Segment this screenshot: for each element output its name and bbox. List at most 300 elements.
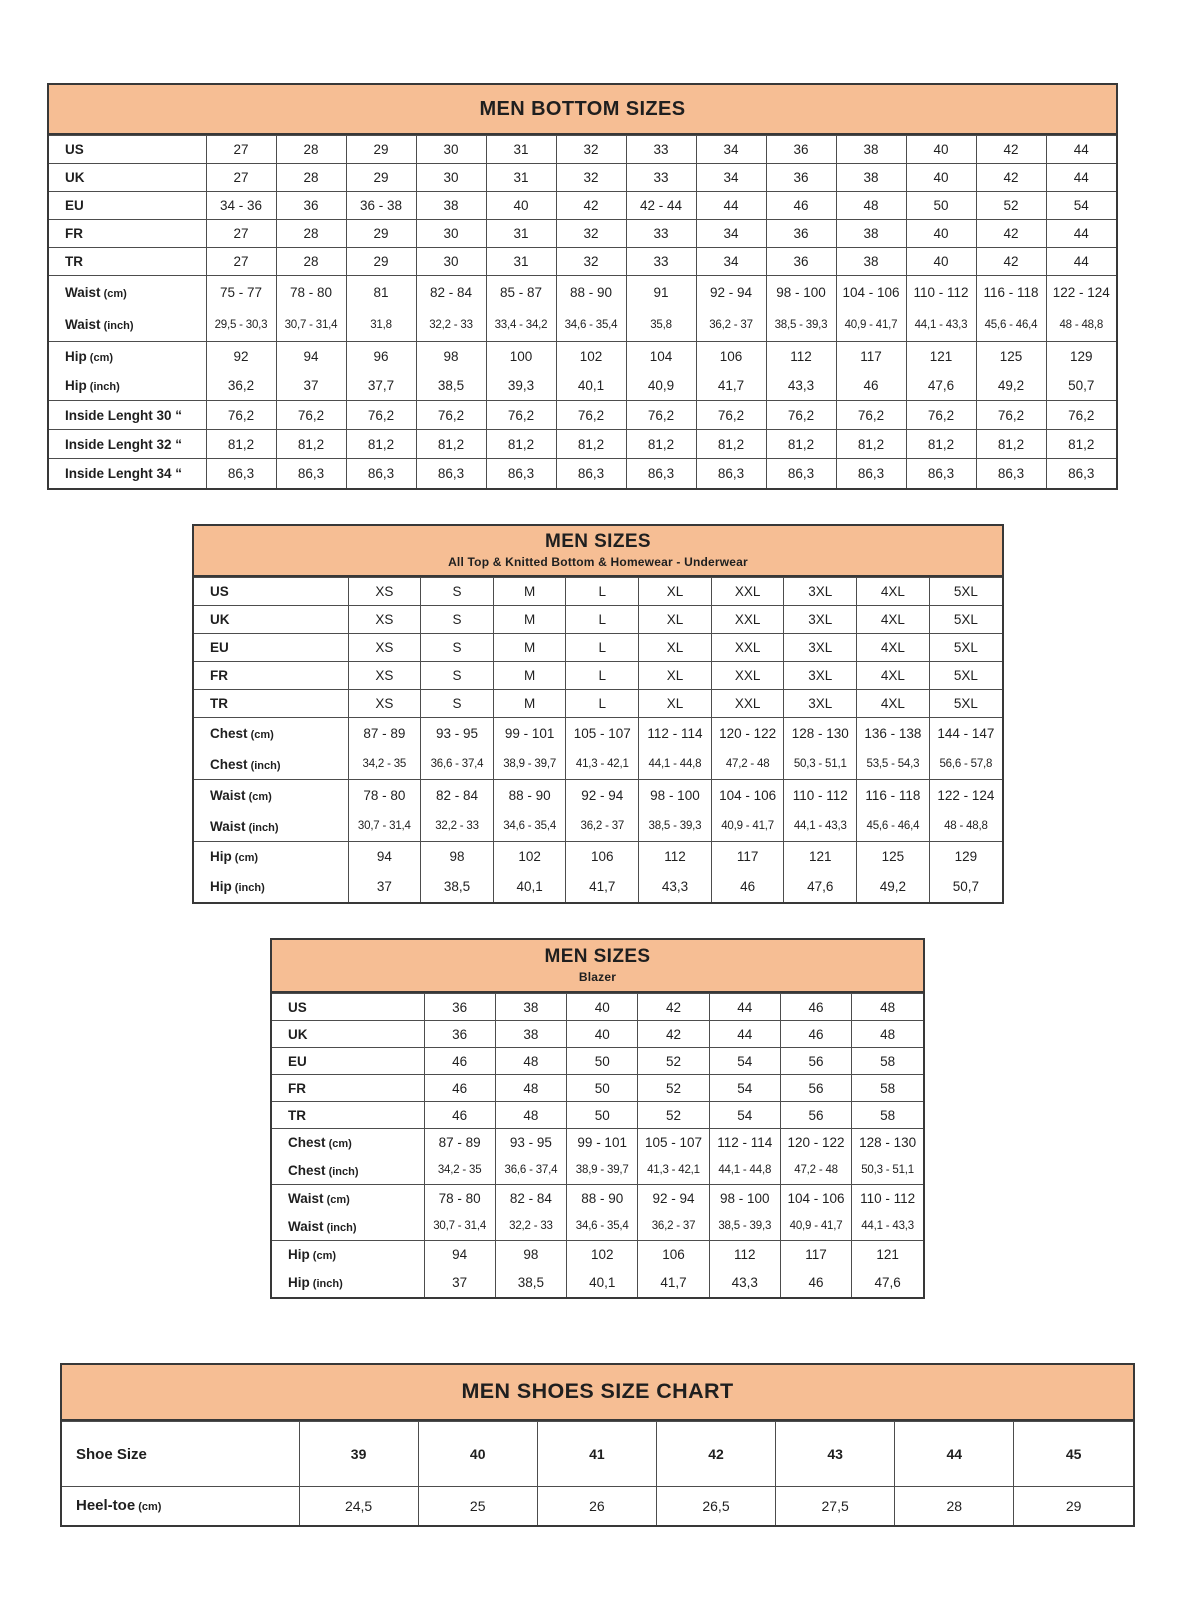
size-cell: 81,2 [696,430,766,459]
size-cell: L [566,578,639,606]
row-label: US [49,136,206,164]
size-cell: 36,2 - 37 [696,309,766,342]
table-title: MEN BOTTOM SIZES [479,98,686,120]
size-cell: 40,1 [493,872,566,902]
men-sizes-top-table [192,524,1004,904]
size-cell: 40 [906,136,976,164]
size-cell: 31 [486,248,556,276]
size-cell: S [421,690,494,718]
size-cell: 86,3 [976,459,1046,488]
size-cell: 36,2 [206,372,276,401]
size-cell: 34 [696,136,766,164]
row-label-unit: (inch) [247,759,281,772]
size-cell: 42 [976,220,1046,248]
size-cell: 102 [556,342,626,372]
table-row [49,430,1116,459]
table-row [49,372,1116,401]
table-title: MEN SIZES [544,531,651,553]
size-cell: 49,2 [857,872,930,902]
size-cell: 50 [906,192,976,220]
size-cell: 110 - 112 [784,780,857,812]
size-cell: 28 [276,136,346,164]
size-cell: 42 [976,136,1046,164]
table-row [49,164,1116,192]
size-cell: 91 [626,276,696,309]
size-cell: 117 [780,1241,851,1269]
size-cell: 110 - 112 [906,276,976,309]
size-cell: 41,3 - 42,1 [638,1157,709,1185]
size-cell: 129 [929,842,1002,872]
row-label: Hip (inch) [210,879,265,894]
size-cell: 122 - 124 [929,780,1002,812]
size-cell: 27 [206,164,276,192]
size-cell: 40,9 - 41,7 [780,1213,851,1241]
size-cell: 42 [638,1021,709,1048]
size-cell: 32 [556,248,626,276]
size-cell: 40 [567,994,638,1021]
size-cell: 48 [852,994,923,1021]
row-label: Hip (cm) [194,842,348,872]
size-cell: 46 [780,994,851,1021]
size-cell: 30 [416,136,486,164]
row-label-unit: (cm) [309,1250,337,1263]
size-cell: 112 [639,842,712,872]
size-cell: 86,3 [766,459,836,488]
size-cell: 46 [766,192,836,220]
size-cell: 31,8 [346,309,416,342]
size-cell: 43,3 [766,372,836,401]
size-cell: 38 [836,136,906,164]
table-row [194,780,1002,812]
size-cell: 54 [709,1075,780,1102]
size-cell: 104 [626,342,696,372]
table-row [194,690,1002,718]
size-cell: 31 [486,164,556,192]
size-cell: 38 [836,164,906,192]
size-cell: 94 [348,842,421,872]
size-cell: 52 [638,1075,709,1102]
row-label-unit: (inch) [100,320,134,333]
size-cell: 34,2 - 35 [348,750,421,780]
men-bottom-sizes-header [49,85,1116,135]
size-cell: 46 [424,1102,495,1129]
row-label: Chest (inch) [210,756,281,772]
size-cell: 32 [556,164,626,192]
men-sizes-blazer-header [272,940,923,993]
size-cell: 104 - 106 [780,1185,851,1213]
size-cell: S [421,634,494,662]
size-cell: XL [639,662,712,690]
size-cell: 38,9 - 39,7 [493,750,566,780]
size-cell: XXL [711,662,784,690]
size-cell: 86,3 [206,459,276,488]
size-cell: 36 - 38 [346,192,416,220]
size-cell: 42 - 44 [626,192,696,220]
size-cell: 32 [556,136,626,164]
size-cell: 36 [766,136,836,164]
size-cell: 46 [780,1269,851,1297]
size-cell: 4XL [857,578,930,606]
size-cell: 50,7 [1046,372,1116,401]
size-cell: 82 - 84 [416,276,486,309]
size-cell: 98 - 100 [639,780,712,812]
table-row [194,634,1002,662]
size-cell: 36,6 - 37,4 [421,750,494,780]
size-cell: S [421,662,494,690]
size-cell: 41,7 [696,372,766,401]
size-cell: 5XL [929,690,1002,718]
size-cell: 38,5 [416,372,486,401]
size-cell: 34 [696,164,766,192]
size-cell: L [566,662,639,690]
size-cell: 40 [486,192,556,220]
size-cell: 52 [638,1048,709,1075]
size-cell: 38 [495,994,566,1021]
table-row [272,1021,923,1048]
size-cell: 44,1 - 44,8 [709,1157,780,1185]
table-row [194,750,1002,780]
row-label-unit: (inch) [325,1165,359,1178]
size-cell: M [493,578,566,606]
size-cell: 43,3 [709,1269,780,1297]
size-cell: 42 [976,248,1046,276]
row-label: Chest (cm) [272,1129,424,1157]
row-label: Waist (cm) [272,1185,424,1213]
size-cell: 38 [836,220,906,248]
table-row [194,842,1002,872]
size-cell: 33 [626,136,696,164]
table-row [49,220,1116,248]
row-label: Waist (inch) [65,317,134,333]
size-cell: 38,5 [421,872,494,902]
row-label: UK [49,164,206,192]
size-cell: 76,2 [1046,401,1116,430]
size-cell: 48 [495,1075,566,1102]
row-label: Shoe Size [62,1422,299,1487]
size-cell: 104 - 106 [836,276,906,309]
size-cell: 40 [906,248,976,276]
row-label: Waist (cm) [49,276,206,309]
table-row [62,1422,1133,1487]
size-cell: 36,6 - 37,4 [495,1157,566,1185]
size-cell: 76,2 [906,401,976,430]
size-cell: 45 [1014,1422,1133,1487]
size-cell: 41,3 - 42,1 [566,750,639,780]
row-label: UK [272,1021,424,1048]
table-row [49,276,1116,309]
size-cell: 120 - 122 [711,718,784,750]
size-cell: L [566,606,639,634]
size-cell: 86,3 [906,459,976,488]
size-cell: 28 [276,220,346,248]
size-cell: 46 [780,1021,851,1048]
size-cell: 100 [486,342,556,372]
size-cell: 116 - 118 [976,276,1046,309]
size-cell: 40 [906,220,976,248]
size-cell: 53,5 - 54,3 [857,750,930,780]
size-cell: 94 [424,1241,495,1269]
size-cell: 86,3 [276,459,346,488]
size-cell: 58 [852,1102,923,1129]
table-row [272,1213,923,1241]
table-row [49,401,1116,430]
row-label: Heel-toe (cm) [62,1487,299,1525]
size-cell: 27,5 [776,1487,895,1525]
table-row [272,1129,923,1157]
size-cell: 52 [638,1102,709,1129]
size-cell: 48 - 48,8 [1046,309,1116,342]
size-cell: 30,7 - 31,4 [276,309,346,342]
table-row [272,1157,923,1185]
size-cell: 33 [626,248,696,276]
row-label: EU [49,192,206,220]
row-label: TR [194,690,348,718]
size-cell: 44 [1046,220,1116,248]
size-cell: 44,1 - 44,8 [639,750,712,780]
size-cell: 86,3 [416,459,486,488]
size-cell: 36 [424,1021,495,1048]
size-cell: 43,3 [639,872,712,902]
size-cell: 112 - 114 [709,1129,780,1157]
size-cell: 40 [906,164,976,192]
size-cell: 76,2 [836,401,906,430]
size-cell: 36 [766,164,836,192]
size-cell: 28 [276,164,346,192]
size-cell: 76,2 [626,401,696,430]
size-cell: 32,2 - 33 [421,812,494,842]
size-cell: 81,2 [976,430,1046,459]
size-cell: 40,1 [567,1269,638,1297]
size-cell: 38 [416,192,486,220]
size-cell: 34 [696,248,766,276]
size-cell: 47,6 [852,1269,923,1297]
size-cell: S [421,578,494,606]
men-shoes-size-chart-table [60,1363,1135,1527]
size-cell: 76,2 [486,401,556,430]
table-row [272,1185,923,1213]
size-cell: XL [639,578,712,606]
size-cell: 32,2 - 33 [416,309,486,342]
size-cell: 45,6 - 46,4 [976,309,1046,342]
row-label-unit: (cm) [135,1501,162,1514]
size-cell: 81,2 [906,430,976,459]
row-label-unit: (inch) [245,821,279,834]
size-cell: 36,2 - 37 [638,1213,709,1241]
size-cell: 121 [906,342,976,372]
size-cell: 44 [696,192,766,220]
size-cell: 54 [1046,192,1116,220]
size-cell: 38,5 - 39,3 [709,1213,780,1241]
size-cell: 41,7 [566,872,639,902]
size-cell: M [493,634,566,662]
size-cell: 33,4 - 34,2 [486,309,556,342]
row-label: FR [272,1075,424,1102]
size-cell: 5XL [929,606,1002,634]
row-label: Inside Lenght 34 “ [49,459,206,488]
size-cell: 40,9 - 41,7 [836,309,906,342]
size-cell: 76,2 [976,401,1046,430]
size-cell: 42 [976,164,1046,192]
size-cell: 93 - 95 [421,718,494,750]
size-cell: 3XL [784,606,857,634]
size-cell: M [493,606,566,634]
size-cell: 76,2 [416,401,486,430]
size-cell: 30,7 - 31,4 [348,812,421,842]
table-row [194,718,1002,750]
size-cell: 44 [709,1021,780,1048]
table-row [194,872,1002,902]
size-cell: 92 - 94 [696,276,766,309]
size-cell: 29,5 - 30,3 [206,309,276,342]
size-cell: 76,2 [276,401,346,430]
row-label-unit: (cm) [245,791,272,804]
size-cell: 86,3 [556,459,626,488]
size-cell: 144 - 147 [929,718,1002,750]
size-cell: XS [348,634,421,662]
size-cell: 44,1 - 43,3 [852,1213,923,1241]
size-cell: 42 [656,1422,775,1487]
size-cell: 5XL [929,634,1002,662]
size-cell: 30 [416,164,486,192]
size-cell: 81,2 [346,430,416,459]
row-label: TR [272,1102,424,1129]
size-cell: 33 [626,164,696,192]
size-cell: 41,7 [638,1269,709,1297]
size-cell: 4XL [857,662,930,690]
size-cell: 36,2 - 37 [566,812,639,842]
size-cell: 112 [766,342,836,372]
table-row [272,994,923,1021]
table-title: MEN SIZES [544,946,651,968]
table-row [194,662,1002,690]
size-cell: 38,9 - 39,7 [567,1157,638,1185]
size-cell: 47,2 - 48 [711,750,784,780]
size-cell: 46 [424,1048,495,1075]
size-cell: 86,3 [346,459,416,488]
size-cell: 48 [495,1102,566,1129]
table-row [194,812,1002,842]
row-label: Waist (cm) [194,780,348,812]
size-cell: 76,2 [346,401,416,430]
row-label: Hip (cm) [272,1241,424,1269]
size-cell: 86,3 [696,459,766,488]
size-cell: 82 - 84 [495,1185,566,1213]
row-label: Hip (inch) [288,1275,343,1290]
size-cell: 128 - 130 [852,1129,923,1157]
size-cell: L [566,690,639,718]
size-cell: 37 [424,1269,495,1297]
size-cell: XXL [711,690,784,718]
size-cell: 129 [1046,342,1116,372]
size-cell: 98 [421,842,494,872]
size-cell: 26,5 [656,1487,775,1525]
size-cell: 81,2 [206,430,276,459]
size-cell: 34,6 - 35,4 [556,309,626,342]
table-row [49,309,1116,342]
row-label: Inside Lenght 32 “ [49,430,206,459]
size-cell: 34,2 - 35 [424,1157,495,1185]
size-cell: 78 - 80 [348,780,421,812]
men-shoes-size-chart-header [62,1365,1133,1421]
size-cell: XS [348,690,421,718]
size-cell: 85 - 87 [486,276,556,309]
size-cell: 54 [709,1102,780,1129]
size-cell: 81,2 [486,430,556,459]
size-cell: 40,1 [556,372,626,401]
row-label: Inside Lenght 30 “ [49,401,206,430]
size-cell: 44 [895,1422,1014,1487]
size-cell: 112 [709,1241,780,1269]
size-cell: 120 - 122 [780,1129,851,1157]
size-cell: S [421,606,494,634]
size-cell: 29 [346,220,416,248]
size-cell: 88 - 90 [567,1185,638,1213]
size-cell: 75 - 77 [206,276,276,309]
row-label-unit: (cm) [231,852,259,865]
size-cell: 86,3 [626,459,696,488]
row-label: EU [272,1048,424,1075]
table-row [49,248,1116,276]
row-label-unit: (cm) [247,729,274,742]
row-label-unit: (cm) [86,352,114,365]
size-cell: 34,6 - 35,4 [567,1213,638,1241]
size-cell: 50,3 - 51,1 [784,750,857,780]
row-label-unit: (inch) [309,1278,343,1290]
size-cell: 88 - 90 [493,780,566,812]
size-cell: 122 - 124 [1046,276,1116,309]
size-grid [62,1421,1133,1525]
size-cell: 76,2 [696,401,766,430]
row-label: Hip (inch) [65,378,120,394]
size-cell: 102 [493,842,566,872]
size-cell: XL [639,690,712,718]
table-row [194,578,1002,606]
size-cell: 42 [556,192,626,220]
size-cell: 86,3 [1046,459,1116,488]
size-cell: 5XL [929,662,1002,690]
size-cell: 58 [852,1048,923,1075]
size-cell: M [493,662,566,690]
row-label-unit: (inch) [86,381,120,394]
size-cell: 29 [346,164,416,192]
size-cell: 117 [836,342,906,372]
size-cell: 48 [495,1048,566,1075]
size-cell: M [493,690,566,718]
table-row [194,606,1002,634]
size-cell: 34 [696,220,766,248]
size-cell: 34 - 36 [206,192,276,220]
size-cell: 128 - 130 [784,718,857,750]
size-cell: 88 - 90 [556,276,626,309]
size-cell: 43 [776,1422,895,1487]
size-cell: 125 [857,842,930,872]
size-cell: 34,6 - 35,4 [493,812,566,842]
size-cell: 81,2 [556,430,626,459]
size-cell: 92 - 94 [566,780,639,812]
size-cell: 38,5 - 39,3 [639,812,712,842]
size-cell: 30,7 - 31,4 [424,1213,495,1241]
size-cell: 56 [780,1075,851,1102]
size-cell: 86,3 [486,459,556,488]
table-subtitle: Blazer [578,969,617,984]
size-cell: 4XL [857,634,930,662]
size-cell: 58 [852,1075,923,1102]
size-cell: 49,2 [976,372,1046,401]
size-cell: 105 - 107 [566,718,639,750]
size-cell: 4XL [857,690,930,718]
size-cell: 81,2 [1046,430,1116,459]
size-cell: 76,2 [766,401,836,430]
